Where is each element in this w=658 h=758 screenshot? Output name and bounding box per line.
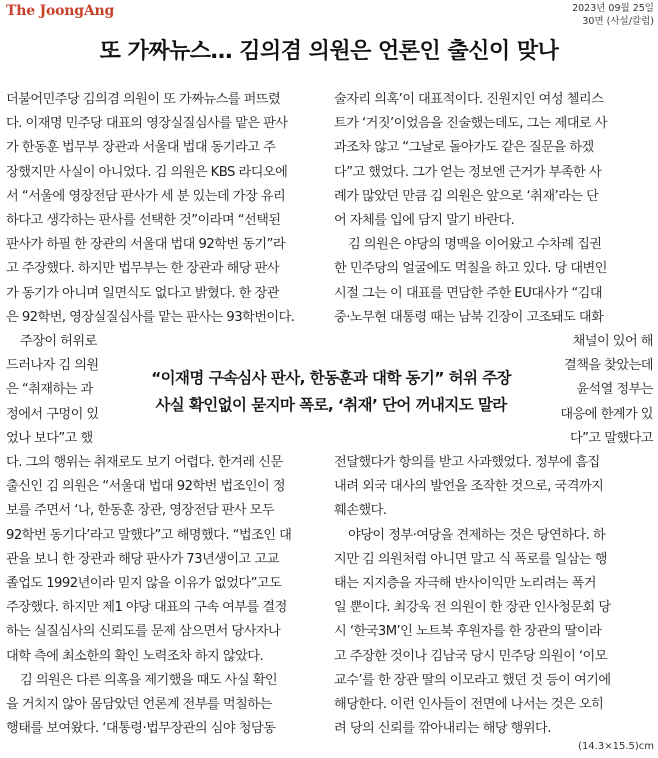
body-line: 태는 지지층을 자극해 반사이익만 노리려는 폭거 — [334, 575, 596, 591]
body-line: 을 거치지 않아 몸담았던 언론계 전부를 먹칠하는 — [6, 696, 272, 712]
body-line: 졸업도 1992년이라 믿지 않을 이유가 없었다”고도 — [6, 575, 282, 591]
body-line: 례가 많았던 만큼 김 의원은 앞으로 ‘취재’라는 단 — [334, 188, 599, 204]
pull-quote-line-1: “이재명 구속심사 판사, 한동훈과 대학 동기” 허위 주장 — [151, 369, 511, 387]
body-line: 판사가 하필 한 장관의 서울대 법대 92학번 동기”라 — [6, 237, 286, 253]
body-line: 드러나자 김 의원 — [6, 358, 99, 374]
body-line: 장했지만 사실이 아니었다. 김 의원은 KBS 라디오에 — [6, 164, 288, 180]
body-line: 어 자체를 입에 담지 말기 바란다. — [334, 212, 515, 228]
body-line: 지만 김 의원처럼 아니면 말고 식 폭로를 일삼는 행 — [334, 551, 607, 567]
body-line: 술자리 의혹’이 대표적이다. 진원지인 여성 첼리스 — [334, 92, 604, 107]
body-line: 교수’를 한 장관 딸의 이모라고 했던 것 등이 여기에 — [334, 672, 611, 688]
body-line: 다. 그의 행위는 취재로도 보기 어렵다. 한겨레 신문 — [6, 455, 283, 470]
body-line: 92학번 동기다’라고 말했다”고 해명했다. “법조인 대 — [6, 527, 292, 543]
body-line: 채널이 있어 해 — [572, 334, 653, 349]
body-line: 고 주장한 것이나 김남국 당시 민주당 의원이 ‘이모 — [334, 648, 607, 664]
body-line: 었나 보다”고 했 — [6, 430, 93, 446]
body-line: 출신인 김 의원은 “서울대 법대 92학번 법조인이 정 — [6, 479, 286, 495]
publication-meta — [572, 2, 654, 28]
body-column-right-bottom — [334, 451, 652, 741]
body-line: 김 의원은 다른 의혹을 제기했을 때도 사실 확인 — [20, 672, 278, 688]
body-line: 대응에 한계가 있 — [560, 406, 653, 422]
body-line: 시 ‘한국3M’인 노트북 후원자를 한 장관의 딸이라 — [334, 624, 602, 640]
body-line: 과조차 않고 “그날로 돌아가도 같은 질문을 하겠 — [334, 140, 594, 156]
body-column-right-narrow — [543, 330, 653, 451]
body-line: 주장했다. 하지만 제1 야당 대표의 구속 여부를 결정 — [6, 600, 287, 616]
body-line: 정에서 구멍이 있 — [6, 406, 99, 422]
body-line: 일 뿐이다. 최강욱 전 의원이 한 장관 인사청문회 당 — [334, 600, 611, 616]
body-line: 윤석열 정부는 — [576, 382, 653, 398]
body-line: 한 민주당의 얼굴에도 먹칠을 하고 있다. 당 대변인 — [334, 261, 607, 277]
body-line: 해당한다. 이런 인사들이 전면에 나서는 것은 오히 — [334, 696, 604, 712]
body-line: 하는 실질심사의 신뢰도를 문제 삼으면서 당사자나 — [6, 624, 281, 640]
body-line: 훼손했다. — [334, 503, 387, 519]
body-line: 려 당의 신뢰를 깎아내리는 해당 행위다. — [334, 721, 551, 737]
body-column-left-bottom — [6, 451, 324, 741]
body-line: 야당이 정부·여당을 견제하는 것은 당연하다. 하 — [348, 527, 606, 543]
body-line: 고 주장했다. 하지만 법무부는 한 장관과 해당 판사 — [6, 261, 279, 277]
body-line: 보를 주면서 ‘나, 한동훈 장관, 영장전담 판사 모두 — [6, 503, 275, 519]
pull-quote — [125, 365, 537, 419]
publication-date: 2023년 09월 25일 — [572, 3, 654, 14]
headline: 또 가짜뉴스… 김의겸 의원은 언론인 출신이 맞나 — [99, 39, 559, 64]
body-line: 전달했다가 항의를 받고 사과했었다. 정부에 흠집 — [334, 455, 600, 470]
clipping-size-note: (14.3×15.5)cm — [578, 741, 654, 752]
body-line: 대학 측에 최소한의 확인 노력조차 하지 않았다. — [6, 648, 264, 664]
body-line: 다. 이재명 민주당 대표의 영장실질심사를 맡은 판사 — [6, 116, 288, 132]
body-line: 행태를 보여왔다. ‘대통령·법무장관의 심야 청담동 — [6, 721, 276, 737]
body-line: 주장이 허위로 — [20, 334, 97, 349]
body-line: 다”고 말했다고 — [569, 430, 653, 446]
body-line: 은 92학번, 영장실질심사를 맡는 판사는 93학번이다. — [6, 309, 295, 325]
body-line: 하다고 생각하는 판사를 선택한 것”이라며 “선택된 — [6, 212, 281, 228]
newspaper-logo: The JoongAng — [6, 3, 115, 19]
body-line: 더불어민주당 김의겸 의원이 또 가짜뉴스를 퍼뜨렸 — [6, 92, 281, 107]
pull-quote-line-2: 사실 확인없이 묻지마 폭로, ‘취재’ 단어 꺼내지도 말라 — [155, 396, 507, 414]
body-column-left-top — [6, 88, 324, 330]
body-line: 결책을 찾았는데 — [564, 358, 653, 374]
body-line: 시절 그는 이 대표를 면담한 주한 EU대사가 “김대 — [334, 285, 603, 301]
body-line: 가 동기가 아니며 일면식도 없다고 밝혔다. 한 장관 — [6, 285, 279, 301]
body-line: 김 의원은 야당의 명맥을 이어왔고 수차례 집권 — [348, 237, 602, 253]
page-section: 30면 (사설/칼럼) — [582, 16, 654, 27]
body-column-right-top — [334, 88, 652, 330]
body-line: 중·노무현 대통령 때는 남북 긴장이 고조돼도 대화 — [334, 309, 604, 325]
body-line: 관을 보니 한 장관과 해당 판사가 73년생이고 고교 — [6, 551, 279, 567]
body-line: 가 한동훈 법무부 장관과 서울대 법대 동기라고 주 — [6, 140, 276, 156]
body-line: 트가 ‘거짓’이었음을 진술했는데도, 그는 제대로 사 — [334, 116, 607, 132]
body-line: 서 “서울에 영장전담 판사가 세 분 있는데 가장 유리 — [6, 188, 286, 204]
body-line: 은 “취재하는 과 — [6, 382, 93, 398]
body-column-left-narrow — [6, 330, 118, 451]
body-line: 내려 외국 대사의 발언을 조작한 것으로, 국격까지 — [334, 479, 604, 495]
body-line: 다”고 했었다. 그가 얻는 정보엔 근거가 부족한 사 — [334, 164, 602, 180]
